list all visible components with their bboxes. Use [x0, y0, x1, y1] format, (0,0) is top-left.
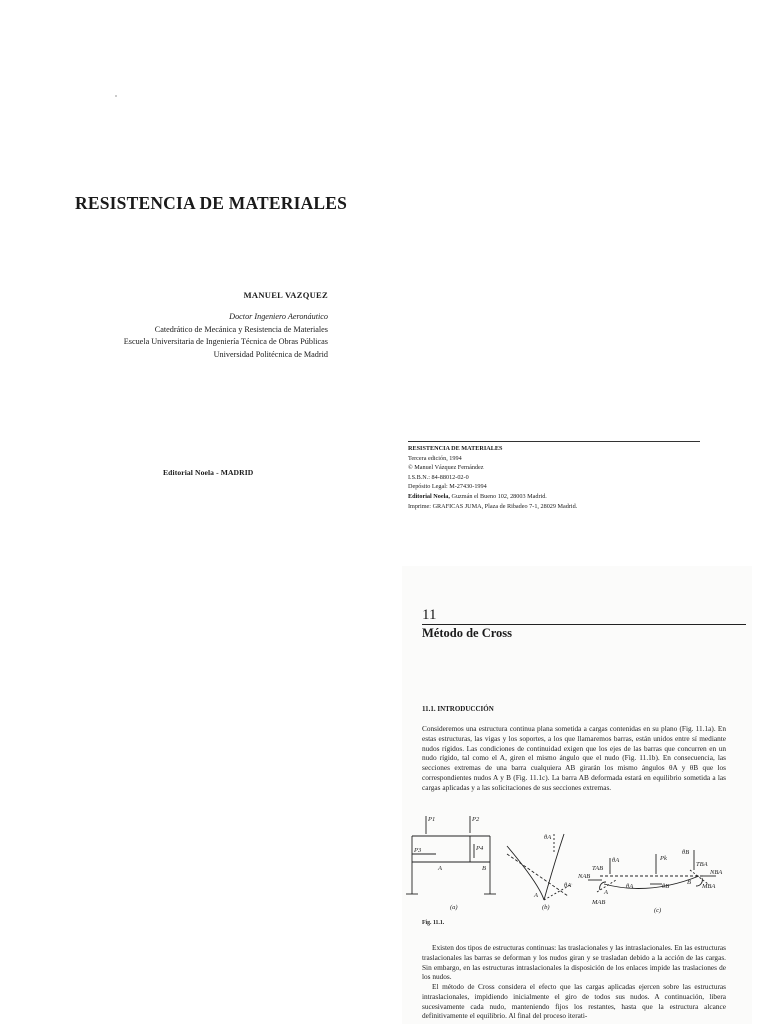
node-label-b: B [482, 865, 486, 872]
angle-label-theta-a-d: θA [626, 883, 634, 890]
figure-11-1 [404, 814, 750, 914]
credits-title: RESISTENCIA DE MATERIALES [408, 445, 503, 452]
moment-label-m-ba: MBA [702, 883, 716, 890]
author-affiliation [124, 311, 328, 361]
types-paragraph: Existen dos tipos de estructuras continuas: las traslacionales y las intraslacionales. En las estructuras traslacionales las barras se deforman y los nudos giran y se trasladan debido a la acción de las cargas. Sin embargo, en las estructuras intraslacionales la disposición de los enlaces impide las traslaciones de los nudos. [422, 943, 726, 982]
subfigure-label-c: (c) [654, 907, 662, 914]
credits-block [408, 441, 700, 511]
angle-label-theta-b-c: θB [662, 883, 670, 890]
affiliation-line: Catedrático de Mecánica y Resistencia de Materiales [154, 324, 328, 334]
frame-diagram-a [406, 816, 496, 894]
author-name: MANUEL VAZQUEZ [243, 290, 328, 300]
node-label-a: A [438, 865, 442, 872]
load-label-p1: P1 [428, 816, 436, 823]
load-label-pk: Pk [660, 855, 667, 862]
section-heading: 11.1. INTRODUCCIÓN [422, 705, 494, 713]
publisher-line: Editorial Noela - MADRID [163, 468, 254, 477]
credits-copyright: © Manuel Vázquez Fernández [408, 464, 484, 472]
node-label-a-c: A [604, 889, 608, 896]
subfigure-label-b: (b) [542, 904, 550, 911]
credits-edition: Tercera edición, 1994 [408, 454, 462, 462]
affiliation-line: Escuela Universitaria de Ingeniería Técnica de Obras Públicas [123, 337, 328, 346]
node-label-a-b: A [534, 892, 538, 899]
angle-label-theta-a: θA [544, 834, 552, 841]
book-title: RESISTENCIA DE MATERIALES [75, 193, 348, 213]
angle-label-theta-a-b: θA [564, 882, 572, 889]
affiliation-line: Doctor Ingeniero Aeronáutico [229, 312, 328, 321]
credits-printer: Imprime: GRAFICAS JUMA, Plaza de Ribadeo 7-1, 28029 Madrid. [408, 502, 578, 510]
credits-editorial-name: Editorial Noela, [408, 492, 450, 500]
moment-label-m-ab: MAB [592, 899, 606, 906]
cross-method-paragraph: El método de Cross considera el efecto que las cargas aplicadas ejercen sobre las estructuras intraslacionales, impidiendo inicialmente el giro de todos sus nudos. A continuación, libera sucesivamente cada nudo, manteniendo fijos los restantes, hasta que la estructura alcance definitivamente el equilibrio. Al final del proceso iterati- [422, 982, 726, 1021]
chapter-number: 11 [422, 607, 746, 625]
angle-label-theta-a-c: θA [612, 857, 620, 864]
joint-rotation-diagram-b [507, 834, 572, 900]
force-label-n-ba: NBA [710, 869, 723, 876]
load-label-p2: P2 [472, 816, 480, 823]
credits-editorial [408, 492, 700, 502]
credits-legal-deposit: Depósito Legal: M-27430-1994 [408, 483, 487, 491]
load-label-p4: P4 [476, 845, 484, 852]
figure-caption: Fig. 11.1. [422, 920, 445, 926]
speck-mark [115, 95, 117, 97]
subfigure-label-a: (a) [450, 904, 458, 911]
credits-editorial-address: Guzmán el Bueno 102, 28003 Madrid. [449, 492, 547, 500]
affiliation-line: Universidad Politécnica de Madrid [213, 349, 328, 359]
angle-label-theta-b: θB [682, 849, 690, 856]
beam-forces-diagram-c [588, 850, 716, 892]
title-page [20, 30, 748, 530]
force-label-t-ab: TAB [592, 865, 604, 872]
node-label-b-c: B [687, 879, 691, 886]
force-label-n-ab: NAB [578, 873, 591, 880]
chapter-title: Método de Cross [422, 626, 513, 640]
intro-paragraph: Consideremos una estructura continua plana sometida a cargas contenidas en su plano (Fig. 11.1a). En estas estructuras, las vigas y los soportes, a los que llamaremos barras, están unidos entre sí mediante nudos rígidos. Las condiciones de continuidad exigen que los ejes de las barras que concurren en un nudo rígido, tal como el A, giren el mismo ángulo que el nudo (Fig. 11.1b). En consecuencia, las secciones extremas de una barra cualquiera AB girarán los mismo ángulos θA y θB que los correspondientes nudos A y B (Fig. 11.1c). La barra AB deformada estará en equilibrio sometida a las cargas aplicadas y a las solicitaciones de sus secciones extremas. [422, 724, 726, 792]
chapter-page [402, 566, 752, 1024]
force-label-t-ba: TBA [696, 861, 708, 868]
credits-isbn: I.S.B.N.: 84-88012-02-0 [408, 473, 469, 481]
load-label-p3: P3 [414, 847, 422, 854]
